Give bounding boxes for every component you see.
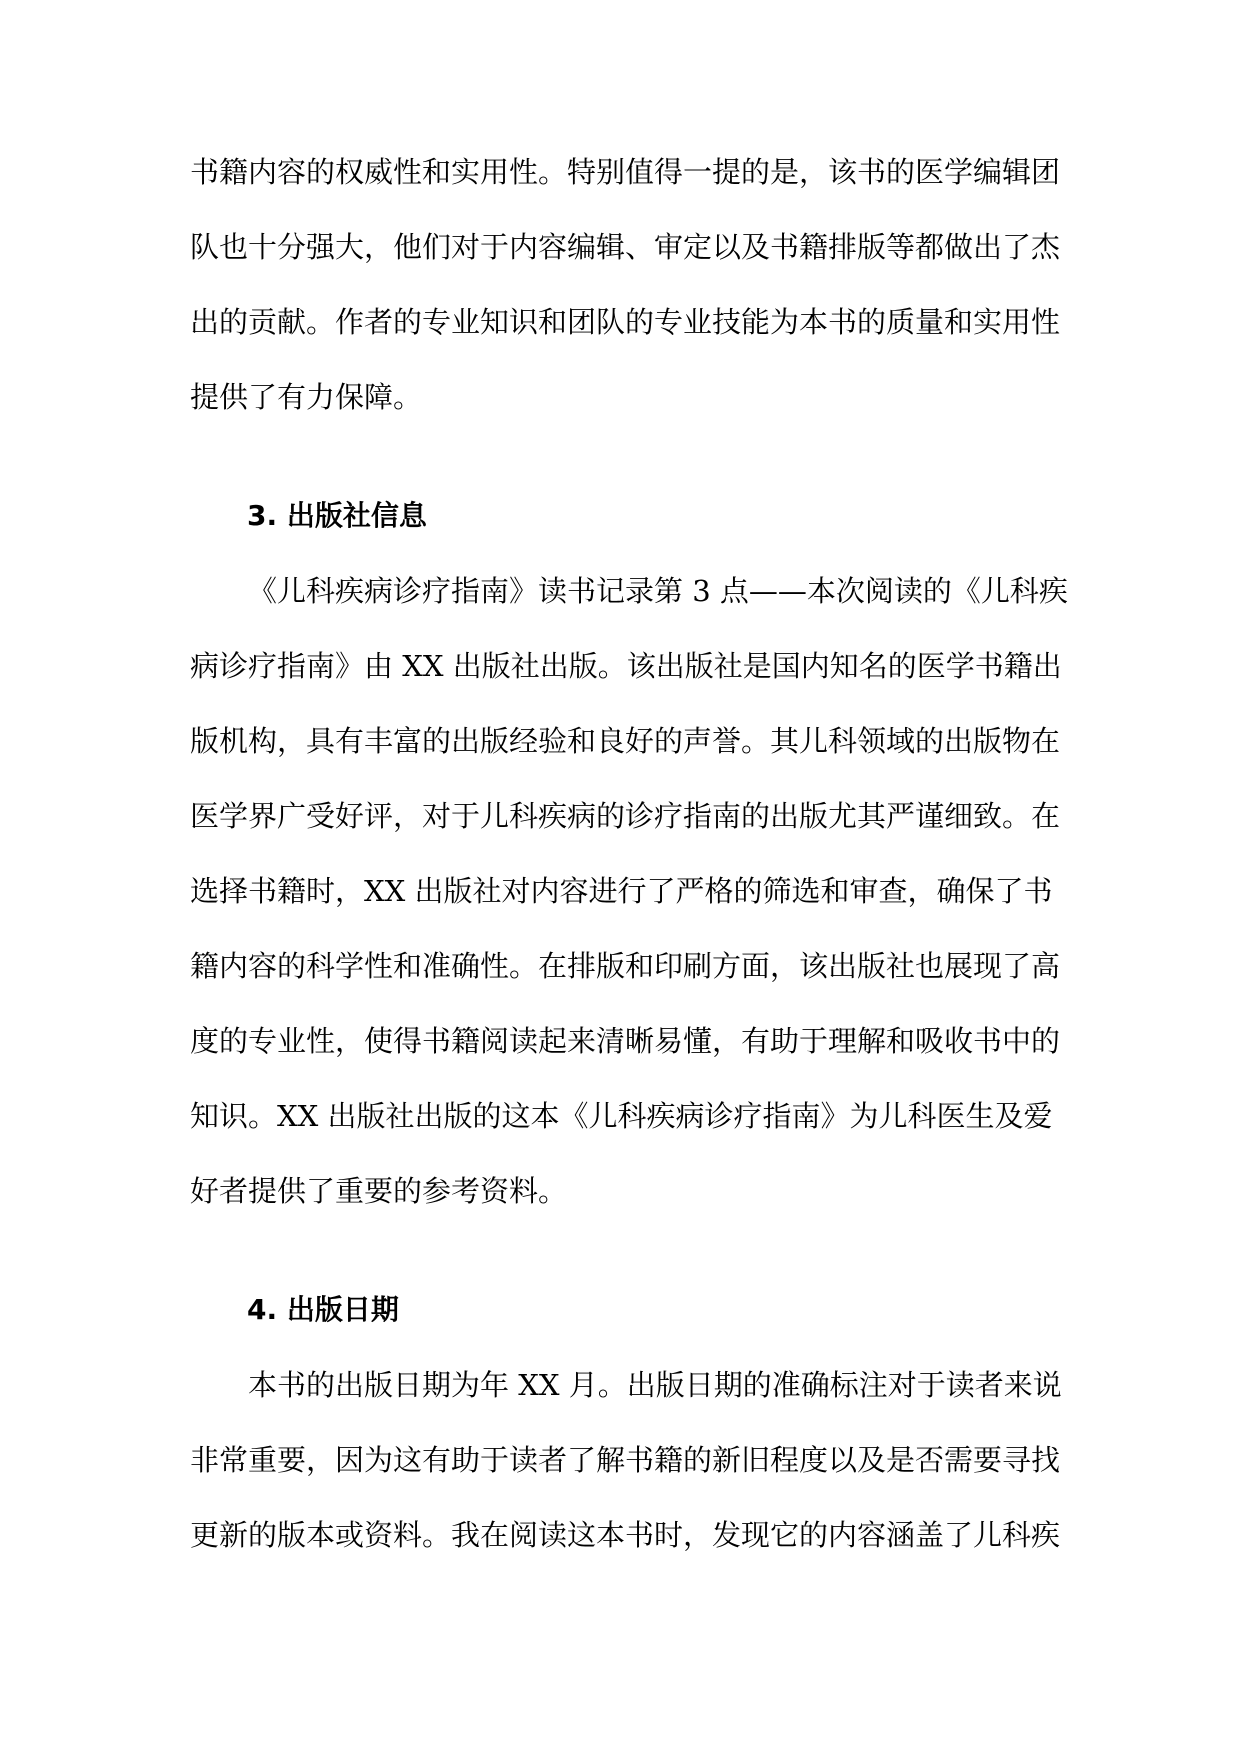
paragraph-line: 队也十分强大，他们对于内容编辑、审定以及书籍排版等都做出了杰 bbox=[190, 230, 1061, 264]
paragraph-line: 好者提供了重要的参考资料。 bbox=[190, 1174, 568, 1208]
paragraph-line: 知识。XX 出版社出版的这本《儿科疾病诊疗指南》为儿科医生及爱 bbox=[190, 1099, 1053, 1133]
paragraph-line: 更新的版本或资料。我在阅读这本书时，发现它的内容涵盖了儿科疾 bbox=[190, 1518, 1061, 1552]
paragraph-line: 度的专业性，使得书籍阅读起来清晰易懂，有助于理解和吸收书中的 bbox=[190, 1024, 1061, 1058]
paragraph-line: 提供了有力保障。 bbox=[190, 380, 423, 414]
section-publisher bbox=[190, 486, 1068, 1236]
paragraph-line: 版机构，具有丰富的出版经验和良好的声誉。其儿科领域的出版物在 bbox=[190, 724, 1061, 758]
section-publish-date bbox=[190, 1280, 1060, 1580]
text-column bbox=[190, 142, 1068, 1580]
paragraph-line: 非常重要，因为这有助于读者了解书籍的新旧程度以及是否需要寻找 bbox=[190, 1443, 1061, 1477]
paragraph-line: 选择书籍时，XX 出版社对内容进行了严格的筛选和审查，确保了书 bbox=[190, 874, 1053, 908]
paragraph-line: 《儿科疾病诊疗指南》读书记录第 3 点——本次阅读的《儿科疾 bbox=[248, 574, 1068, 608]
section-spacer bbox=[190, 1236, 1060, 1280]
paragraph-line: 病诊疗指南》由 XX 出版社出版。该出版社是国内知名的医学书籍出 bbox=[190, 649, 1062, 683]
section-spacer bbox=[190, 442, 1060, 486]
paragraph-line: 本书的出版日期为年 XX 月。出版日期的准确标注对于读者来说 bbox=[248, 1368, 1062, 1402]
intro-paragraph bbox=[190, 142, 1060, 442]
paragraph-line: 书籍内容的权威性和实用性。特别值得一提的是，该书的医学编辑团 bbox=[190, 155, 1061, 189]
paragraph-line: 出的贡献。作者的专业知识和团队的专业技能为本书的质量和实用性 bbox=[190, 305, 1061, 339]
paragraph-line: 籍内容的科学性和准确性。在排版和印刷方面，该出版社也展现了高 bbox=[190, 949, 1061, 983]
paragraph-line: 医学界广受好评，对于儿科疾病的诊疗指南的出版尤其严谨细致。在 bbox=[190, 799, 1061, 833]
section-heading-publish-date: 4. 出版日期 bbox=[247, 1293, 399, 1326]
section-heading-publisher: 3. 出版社信息 bbox=[247, 499, 427, 532]
